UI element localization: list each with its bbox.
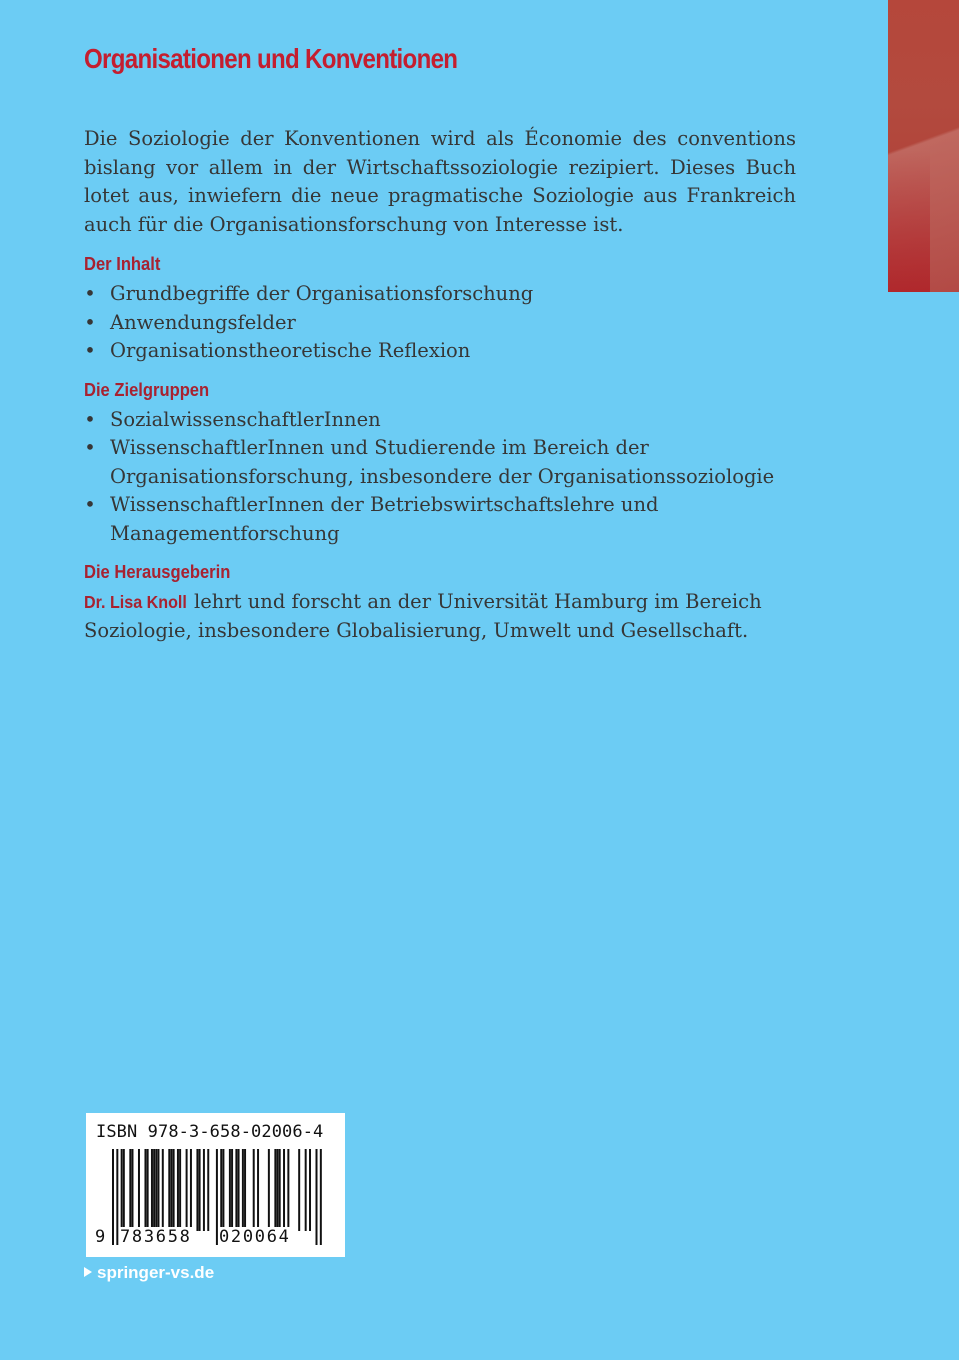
bullet-icon: • (84, 282, 96, 305)
list-item (84, 309, 796, 338)
audience-list (84, 406, 796, 549)
barcode-bar (196, 1149, 198, 1231)
corner-color-band (888, 0, 959, 292)
barcode-bar (138, 1149, 140, 1231)
barcode-bar (242, 1149, 244, 1231)
barcode-bar (229, 1149, 231, 1231)
editor-name: Dr. Lisa Knoll (84, 592, 187, 612)
intro-paragraph: Die Soziologie der Konventionen wird als Économie des conventions bislang vor allem in der Wirtschaftssoziologie rezipiert. Dieses Buch lotet aus, inwiefern die neue pragmatische Soziologie aus Frankreich auch für die Organisationsforschung von Interesse ist. (84, 127, 796, 236)
barcode-bar (153, 1149, 155, 1231)
barcode-bar (123, 1149, 125, 1231)
barcode-bar (235, 1149, 237, 1231)
isbn-label: ISBN 978-3-658-02006-4 (96, 1122, 324, 1142)
editor-bio (84, 588, 796, 645)
barcode-bar (147, 1149, 149, 1231)
book-title: Organisationen und Konventionen (84, 43, 458, 74)
list-item (84, 434, 796, 491)
list-item (84, 406, 796, 435)
barcode-bar (155, 1149, 157, 1231)
barcode-bar (186, 1149, 188, 1231)
barcode-bar (253, 1149, 255, 1231)
bullet-icon: • (84, 436, 96, 459)
isbn-barcode-box (86, 1113, 345, 1257)
barcode-bar (203, 1149, 205, 1231)
audience-heading: Die Zielgruppen (84, 379, 210, 400)
barcode-bar (121, 1149, 123, 1231)
barcode-bar (199, 1149, 201, 1231)
list-item-text: WissenschaftlerInnen und Studierende im Bereich der Organisationsforschung, insbesondere der Organisationssoziologie (110, 436, 775, 488)
barcode-bar (144, 1149, 146, 1231)
barcode-bar (298, 1149, 300, 1231)
barcode-bar (309, 1149, 311, 1231)
editor-heading: Die Herausgeberin (84, 562, 231, 582)
barcode-bar (320, 1149, 322, 1245)
bullet-icon: • (84, 310, 96, 334)
barcode-bar (170, 1149, 172, 1231)
content-heading: Der Inhalt (84, 254, 161, 274)
barcode-bar (173, 1149, 175, 1231)
barcode-bar (279, 1149, 281, 1231)
list-item-text: Grundbegriffe der Organisationsforschung (110, 282, 534, 305)
barcode-bar (220, 1149, 222, 1231)
barcode-bar (112, 1149, 114, 1245)
barcode-bar (157, 1149, 159, 1231)
list-item-text: Anwendungsfelder (110, 310, 296, 334)
barcode-bar (222, 1149, 224, 1231)
bullet-icon: • (84, 493, 96, 516)
barcode-bar (179, 1149, 181, 1231)
barcode-bar (283, 1149, 285, 1231)
list-item (84, 337, 796, 366)
publisher-link[interactable] (84, 1262, 214, 1284)
barcode-bar (257, 1149, 259, 1231)
barcode-bar (244, 1149, 246, 1231)
content-list (84, 280, 796, 366)
barcode-bar (277, 1149, 279, 1231)
barcode-digit-group-left: 783658 (120, 1227, 192, 1247)
corner-band-shadow (888, 150, 930, 292)
list-item-text: Organisationstheoretische Reflexion (110, 339, 471, 362)
barcode-bar (216, 1149, 218, 1245)
barcode-bar (305, 1149, 307, 1231)
list-item (84, 280, 796, 309)
list-item-text: WissenschaftlerInnen der Betriebswirtschaftslehre und Managementforschung (110, 493, 659, 545)
bullet-icon: • (84, 339, 96, 362)
barcode-bar (190, 1149, 192, 1231)
arrow-right-icon (84, 1267, 92, 1277)
barcode-digit-group-right: 020064 (219, 1227, 291, 1247)
barcode-bar (151, 1149, 153, 1231)
barcode-bar (207, 1149, 209, 1231)
barcode-bar (287, 1149, 289, 1231)
barcode-bar (316, 1149, 318, 1245)
barcode-bar (162, 1149, 164, 1231)
barcode-bar (131, 1149, 133, 1231)
barcode-bar (177, 1149, 179, 1231)
barcode-bar (231, 1149, 233, 1231)
editor-bio-text: lehrt und forscht an der Universität Hamburg im Bereich Soziologie, insbesondere Globalisierung, Umwelt und Gesellschaft. (84, 590, 762, 642)
cover-text (84, 125, 796, 645)
list-item-text: SozialwissenschaftlerInnen (110, 407, 381, 431)
barcode-lead-digit: 9 (95, 1227, 107, 1247)
barcode-bar (274, 1149, 276, 1231)
barcode-bar (268, 1149, 270, 1231)
barcode-bar (116, 1149, 118, 1245)
list-item (84, 491, 796, 548)
barcode-bar (238, 1149, 240, 1231)
publisher-url: springer-vs.de (97, 1263, 215, 1282)
barcode-bar (129, 1149, 131, 1231)
barcode-bar (168, 1149, 170, 1231)
bullet-icon: • (84, 407, 96, 431)
